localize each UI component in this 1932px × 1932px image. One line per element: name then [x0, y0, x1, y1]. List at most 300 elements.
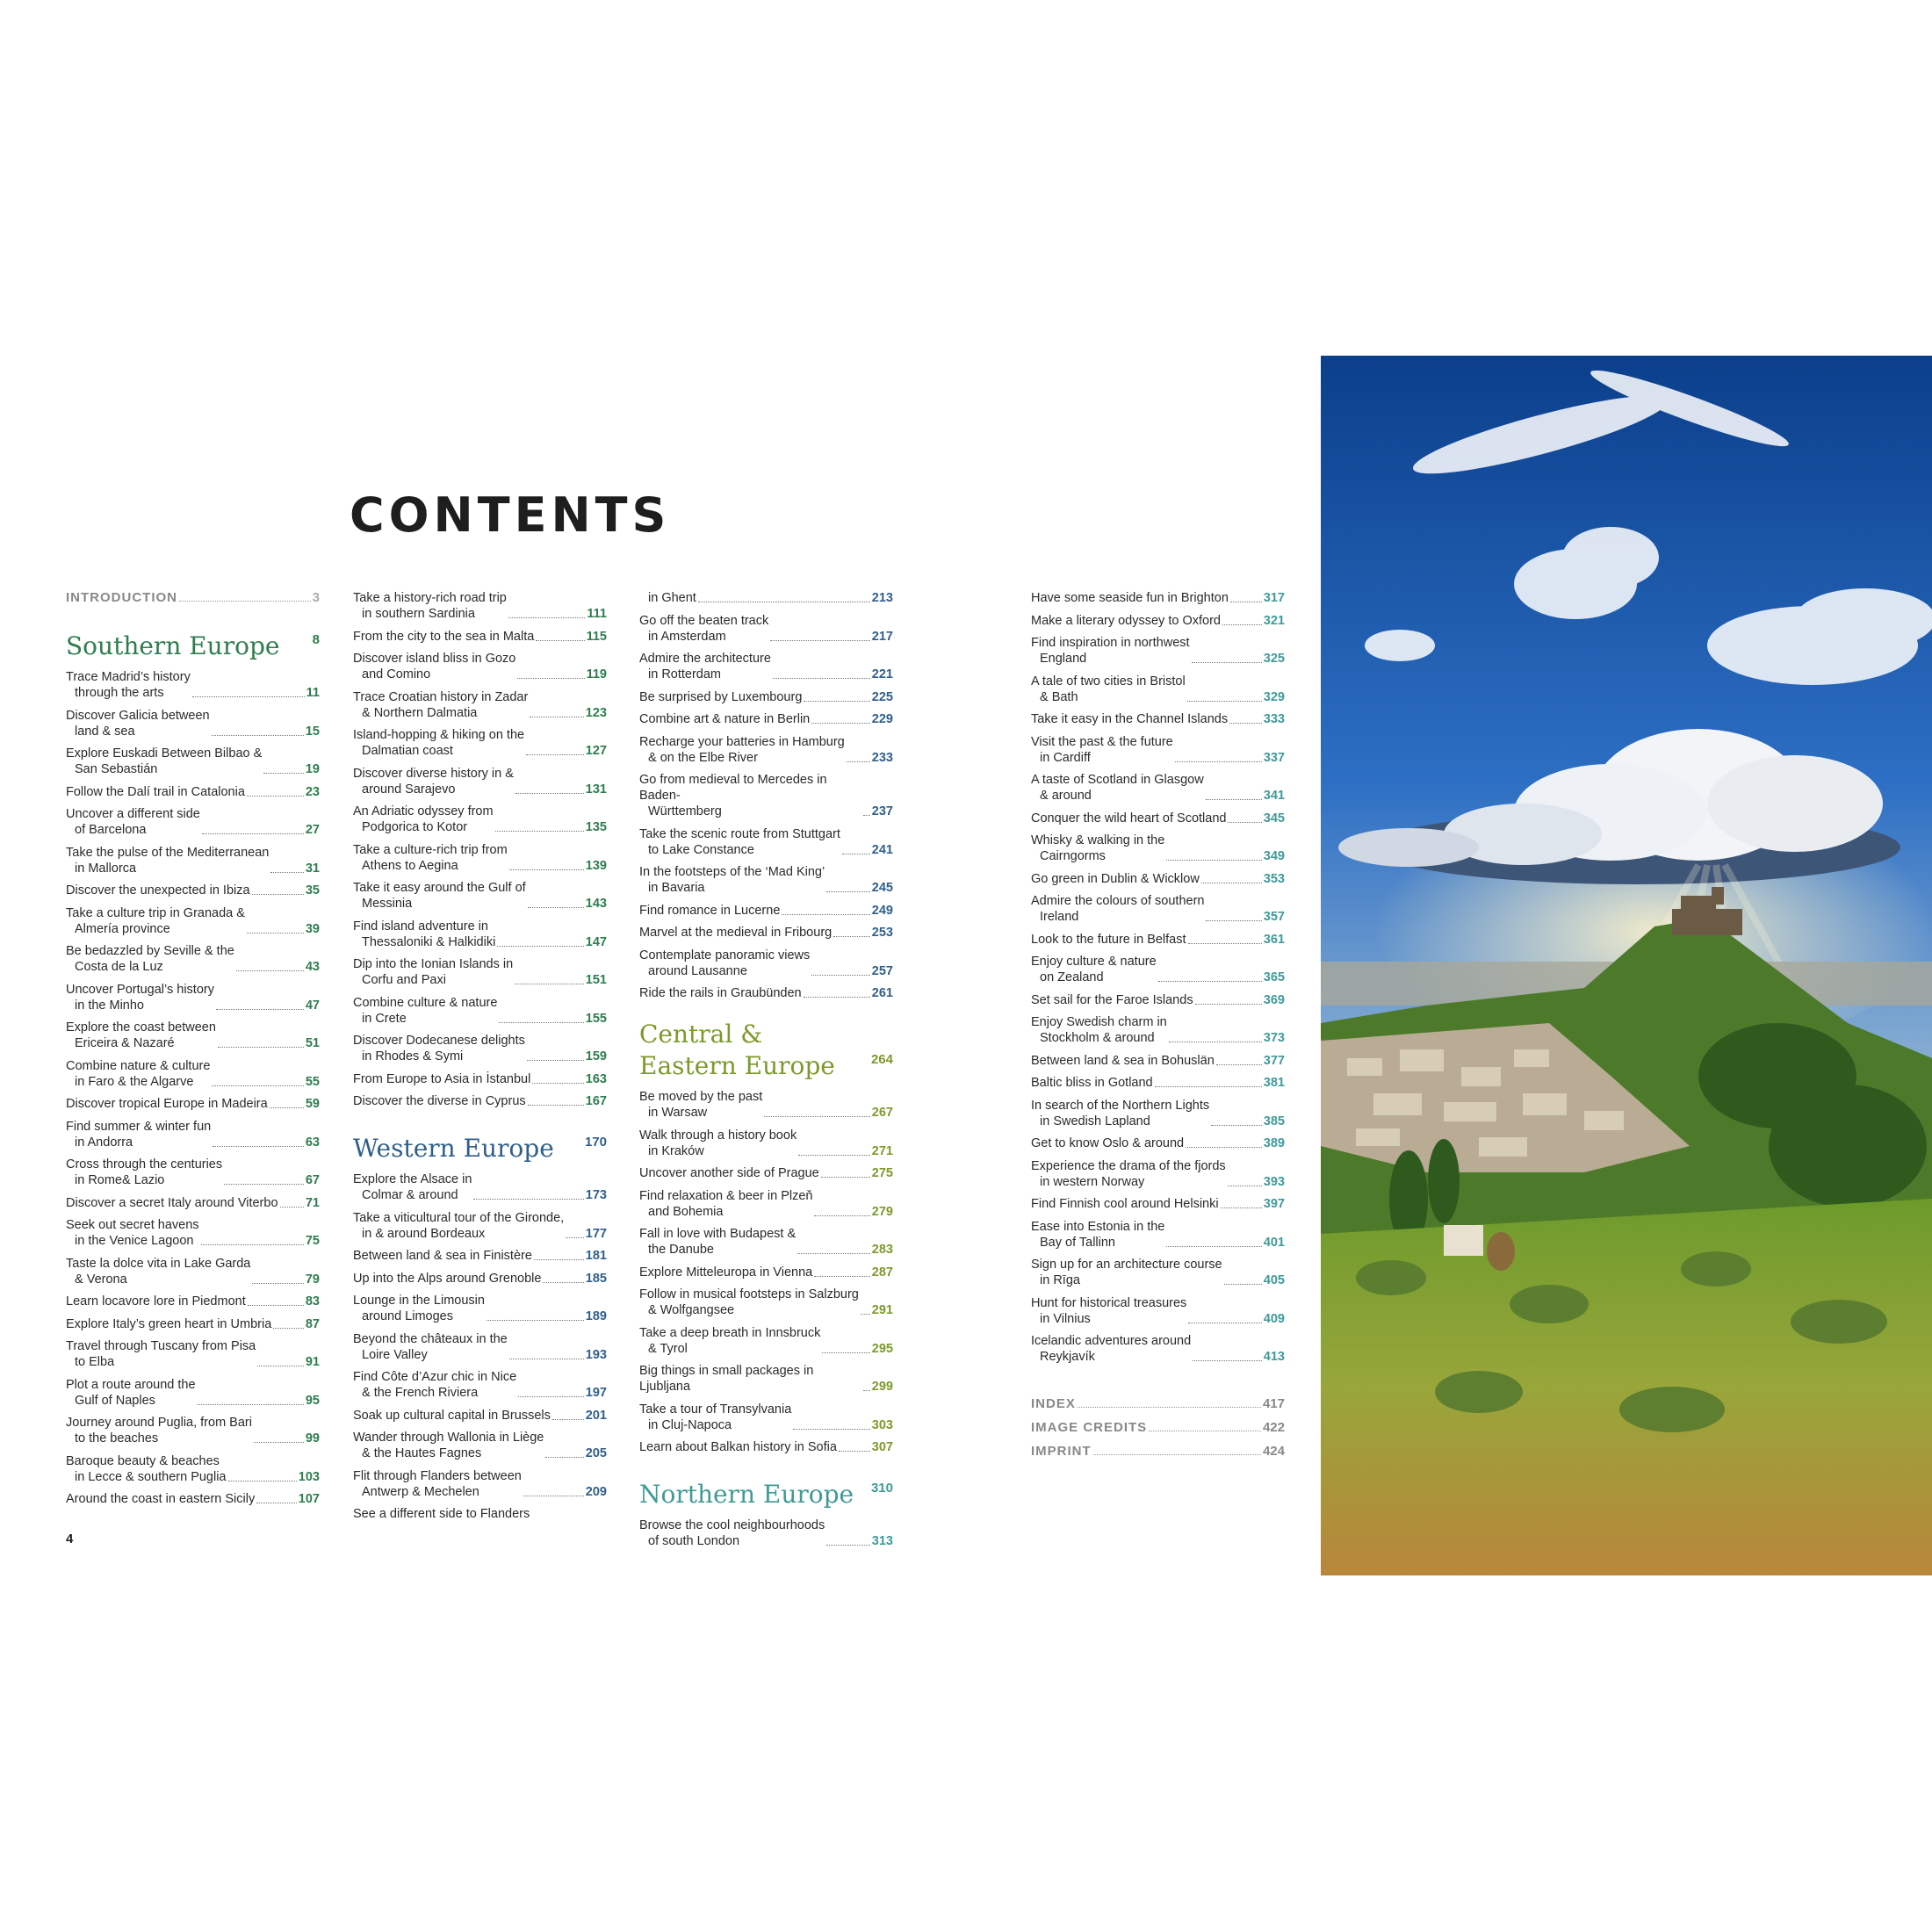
- entry-title-line: Taste la dolce vita in Lake Garda: [66, 1256, 251, 1271]
- toc-entry[interactable]: [353, 804, 607, 835]
- entry-title-line: Learn locavore lore in Piedmont: [66, 1294, 246, 1308]
- dot-leader: [1206, 920, 1261, 921]
- toc-entry[interactable]: [639, 1089, 893, 1121]
- entry-title: [1031, 1333, 1191, 1365]
- toc-entry[interactable]: [1031, 734, 1285, 766]
- entry-title: [66, 845, 269, 876]
- toc-entry[interactable]: [1031, 1196, 1285, 1212]
- toc-entry[interactable]: [639, 1287, 893, 1318]
- toc-entry[interactable]: [639, 826, 893, 858]
- toc-entry[interactable]: [639, 1265, 893, 1280]
- dot-leader: [822, 1352, 869, 1353]
- entry-title-line: A tale of two cities in Bristol: [1031, 674, 1186, 688]
- entry-page: 151: [585, 973, 607, 987]
- entry-page: 287: [871, 1265, 893, 1280]
- dot-leader: [515, 793, 584, 794]
- entry-title-line: Explore the coast between: [66, 1020, 216, 1034]
- toc-entry[interactable]: [639, 903, 893, 919]
- entry-title-line: Beyond the châteaux in the: [353, 1331, 508, 1346]
- entry-title: [353, 995, 497, 1027]
- dot-leader: [793, 1429, 870, 1430]
- entry-title: [66, 746, 262, 777]
- entry-title: [353, 727, 524, 759]
- entry-title-line: Find summer & winter fun: [66, 1119, 212, 1134]
- entry-title-line: Reykjavík: [1040, 1350, 1095, 1364]
- entry-title-line: Explore Euskadi Between Bilbao &: [66, 746, 263, 761]
- toc-entry[interactable]: [353, 1248, 607, 1264]
- dot-leader: [248, 1305, 304, 1306]
- toc-entry[interactable]: [639, 613, 893, 645]
- entry-title-line: Combine art & nature in Berlin: [639, 712, 811, 726]
- entry-title-line: Lounge in the Limousin: [353, 1294, 485, 1308]
- entry-title: [353, 1430, 544, 1461]
- toc-entry[interactable]: [639, 864, 893, 896]
- toc-entry[interactable]: [353, 1071, 607, 1087]
- entry-title-line: Discover a secret Italy around Viterbo: [66, 1195, 278, 1210]
- toc-entry[interactable]: [639, 948, 893, 979]
- entry-title: [353, 629, 534, 645]
- dot-leader: [552, 1419, 584, 1420]
- section-heading-central-eastern-europe: Central & Eastern Europe 264: [639, 1020, 893, 1080]
- section-page: 8: [312, 632, 320, 647]
- entry-page: 369: [1263, 992, 1285, 1007]
- toc-entry[interactable]: [1031, 1098, 1285, 1129]
- entry-page: 249: [871, 903, 893, 918]
- entry-title-line: in Bavaria: [648, 881, 705, 895]
- entry-page: 127: [585, 744, 607, 758]
- toc-entry-continued[interactable]: in Ghent 213: [648, 591, 893, 605]
- toc-entry[interactable]: [1031, 674, 1285, 705]
- entry-page: 185: [585, 1271, 607, 1286]
- entry-page: 193: [585, 1347, 607, 1362]
- dot-leader: [811, 975, 870, 976]
- entry-title-line: in Cardiff: [1040, 750, 1091, 765]
- toc-entry[interactable]: [1031, 711, 1285, 727]
- entry-title-line: Visit the past & the future: [1031, 734, 1173, 749]
- toc-entry[interactable]: [353, 1408, 607, 1424]
- entry-page: 177: [585, 1226, 607, 1241]
- toc-entry[interactable]: [639, 1165, 893, 1181]
- dot-leader: [1166, 1246, 1261, 1247]
- entry-title: [639, 948, 810, 979]
- toc-entry[interactable]: [353, 842, 607, 874]
- entry-title-line: Discover tropical Europe in Madeira: [66, 1097, 268, 1111]
- entry-page: 35: [305, 883, 320, 898]
- entry-title-line: Uncover Portugal’s history: [66, 982, 214, 997]
- entry-page: 261: [871, 986, 893, 1000]
- toc-entry[interactable]: [66, 1119, 320, 1150]
- toc-entry[interactable]: [639, 1402, 893, 1433]
- entry-page: 19: [305, 762, 320, 776]
- entry-title-line: Ease into Estonia in the: [1031, 1219, 1165, 1234]
- toc-entry[interactable]: [66, 1491, 320, 1507]
- toc-entry[interactable]: [353, 880, 607, 912]
- entry-title-line: Flit through Flanders between: [353, 1468, 522, 1483]
- toc-entry[interactable]: [66, 1020, 320, 1051]
- toc-entry[interactable]: [66, 905, 320, 937]
- entry-title-line: Ericeira & Nazaré: [75, 1036, 175, 1050]
- dot-leader: [566, 1237, 584, 1238]
- entry-title: [639, 711, 810, 727]
- entry-title-line: in Andorra: [75, 1135, 133, 1150]
- entry-page: 213: [871, 591, 893, 605]
- entry-page: 245: [871, 881, 893, 895]
- toc-entry[interactable]: [353, 1093, 607, 1109]
- toc-entry[interactable]: [66, 845, 320, 876]
- toc-entry[interactable]: [639, 1439, 893, 1455]
- toc-entry[interactable]: [353, 1430, 607, 1461]
- toc-entry[interactable]: [1031, 772, 1285, 804]
- toc-entry[interactable]: [66, 1096, 320, 1112]
- toc-entry[interactable]: [639, 1128, 893, 1159]
- entry-title-line: Ride the rails in Graubünden: [639, 986, 802, 1000]
- entry-page: 159: [585, 1049, 607, 1063]
- entry-title-line: Take a deep breath in Innsbruck: [639, 1325, 821, 1340]
- entry-title-line: in Swedish Lapland: [1040, 1114, 1150, 1128]
- section-heading-northern-europe: Northern Europe 310: [639, 1473, 893, 1510]
- toc-entry[interactable]: [1031, 833, 1285, 864]
- toc-entry[interactable]: [66, 1294, 320, 1309]
- dot-leader: [1186, 1147, 1262, 1148]
- toc-entry[interactable]: [66, 1157, 320, 1188]
- dot-leader: [839, 1451, 870, 1452]
- entry-page: 31: [305, 861, 320, 876]
- dot-leader: [1078, 1407, 1261, 1408]
- entry-title-line: Bay of Tallinn: [1040, 1235, 1115, 1250]
- toc-entry[interactable]: [1031, 1333, 1285, 1365]
- dot-leader: [1192, 662, 1262, 663]
- entry-title: [66, 1316, 271, 1332]
- toc-entry[interactable]: See a different side to Flanders: [353, 1507, 530, 1521]
- entry-title: [1031, 590, 1229, 606]
- entry-title-line: Get to know Oslo & around: [1031, 1136, 1185, 1150]
- entry-title: [1031, 1014, 1167, 1046]
- section-page: 170: [584, 1135, 607, 1150]
- toc-entry[interactable]: [353, 629, 607, 645]
- entry-title-line: in & around Bordeaux: [362, 1226, 486, 1241]
- toc-entry[interactable]: [639, 1188, 893, 1220]
- entry-title-line: Uncover another side of Prague: [639, 1166, 819, 1180]
- toc-entry[interactable]: [66, 883, 320, 898]
- entry-title-line: Island-hopping & hiking on the: [353, 728, 525, 742]
- dot-leader: [1206, 799, 1262, 800]
- entry-title-line: Thessaloniki & Halkidiki: [362, 934, 496, 949]
- entry-title-line: Fall in love with Budapest &: [639, 1227, 797, 1241]
- entry-page: 233: [871, 750, 893, 765]
- dot-leader: [252, 894, 304, 895]
- toc-entry[interactable]: [353, 766, 607, 797]
- entry-title: [66, 1377, 196, 1409]
- dot-leader: [212, 1085, 303, 1086]
- entry-page: 321: [1263, 613, 1285, 628]
- entry-title: [1031, 772, 1204, 804]
- entry-title-line: Take a history-rich road trip: [353, 591, 507, 605]
- entry-title-line: in Cluj-Napoca: [648, 1417, 732, 1432]
- toc-entry[interactable]: [1031, 1295, 1285, 1327]
- toc-entry[interactable]: [353, 727, 607, 759]
- toc-entry[interactable]: [66, 746, 320, 777]
- toc-entry[interactable]: [66, 982, 320, 1013]
- toc-entry[interactable]: [353, 1033, 607, 1064]
- entry-title: [66, 708, 210, 739]
- entry-page: 135: [585, 820, 607, 834]
- entry-title: [66, 1491, 255, 1507]
- entry-title-line: Take the scenic route from Stuttgart: [639, 826, 840, 841]
- toc-entry[interactable]: [1031, 871, 1285, 887]
- entry-title: [66, 1096, 268, 1112]
- entry-title-line: Be bedazzled by Seville & the: [66, 944, 234, 958]
- toc-entry[interactable]: [353, 956, 607, 988]
- toc-entry[interactable]: [639, 1325, 893, 1357]
- entry-page: 275: [871, 1166, 893, 1180]
- entry-title-line: Follow the Dalí trail in Catalonia: [66, 784, 245, 799]
- entry-page: 325: [1263, 652, 1285, 666]
- contents-column-1: [66, 590, 320, 1514]
- toc-entry[interactable]: [639, 1363, 893, 1395]
- toc-entry[interactable]: [1031, 893, 1285, 925]
- toc-entry[interactable]: [1031, 954, 1285, 985]
- entry-title-line: Seek out secret havens: [66, 1218, 199, 1232]
- toc-entry[interactable]: [1031, 613, 1285, 629]
- entry-page: 51: [305, 1036, 320, 1050]
- dot-leader: [495, 831, 584, 832]
- entry-title: [353, 1331, 508, 1363]
- entry-page: 401: [1263, 1235, 1285, 1250]
- entry-page: 181: [585, 1249, 607, 1263]
- entry-title-line: in Amsterdam: [648, 629, 726, 644]
- toc-entry[interactable]: [1031, 1053, 1285, 1069]
- entry-page: 295: [871, 1341, 893, 1356]
- entry-title: [353, 842, 508, 874]
- dot-leader: [518, 1396, 584, 1397]
- entry-page: 119: [586, 667, 607, 681]
- entry-title-line: Find island adventure in: [353, 919, 488, 934]
- dot-leader: [861, 1314, 870, 1315]
- contents-column-3: [639, 590, 893, 1556]
- toc-entry[interactable]: [66, 1415, 320, 1446]
- entry-title-line: Take a tour of Transylvania: [639, 1402, 792, 1417]
- toc-entry[interactable]: [1031, 932, 1285, 948]
- entry-title: [639, 903, 780, 919]
- entry-title-line: Discover Dodecanese delights: [353, 1034, 525, 1048]
- toc-entry[interactable]: [66, 784, 320, 800]
- entry-page: 221: [871, 667, 893, 681]
- toc-entry[interactable]: [1031, 635, 1285, 667]
- entry-title-line: Baroque beauty & beaches: [66, 1453, 220, 1468]
- toc-entry[interactable]: [639, 925, 893, 941]
- entry-title-line: & the French Riviera: [362, 1386, 479, 1400]
- entry-title-line: Podgorica to Kotor: [362, 820, 468, 834]
- toc-entry[interactable]: [66, 806, 320, 838]
- toc-entry[interactable]: [66, 1453, 320, 1485]
- entry-page: 79: [305, 1272, 320, 1287]
- entry-title: [1031, 932, 1186, 948]
- toc-entry[interactable]: [353, 1271, 607, 1287]
- dot-leader: [202, 833, 304, 834]
- toc-entry[interactable]: [1031, 1158, 1285, 1190]
- entry-page: 27: [305, 823, 320, 837]
- dot-leader: [1224, 1284, 1262, 1285]
- toc-entry[interactable]: [66, 1195, 320, 1211]
- entry-title-line: Be surprised by Luxembourg: [639, 689, 803, 704]
- entry-title: [353, 956, 513, 988]
- entry-title-line: & Tyrol: [648, 1341, 688, 1356]
- dot-leader: [1216, 1064, 1262, 1065]
- dot-leader: [1195, 1004, 1262, 1005]
- entry-title: [1031, 1135, 1184, 1151]
- entry-title-line: Set sail for the Faroe Islands: [1031, 992, 1193, 1007]
- entry-title: [353, 1033, 525, 1064]
- dot-leader: [216, 1009, 304, 1010]
- entry-page: 217: [871, 629, 893, 644]
- entry-title: [353, 804, 494, 835]
- toc-entry[interactable]: [66, 1377, 320, 1409]
- entry-title-line: Combine nature & culture: [66, 1058, 211, 1073]
- toc-entry[interactable]: [66, 1217, 320, 1249]
- toc-entry[interactable]: [1031, 1014, 1285, 1046]
- entry-title-line: Take a culture trip in Granada &: [66, 905, 245, 920]
- toc-entry[interactable]: [1031, 1075, 1285, 1091]
- toc-entry[interactable]: [66, 1316, 320, 1332]
- toc-entry[interactable]: [66, 669, 320, 701]
- toc-entry[interactable]: [66, 1338, 320, 1370]
- dot-leader: [1228, 822, 1261, 823]
- entry-title-line: Explore Mitteleuropa in Vienna: [639, 1265, 813, 1280]
- toc-image-credits[interactable]: IMAGE CREDITS 422: [1031, 1420, 1285, 1435]
- entry-title: [1031, 1219, 1164, 1251]
- toc-entry[interactable]: [639, 985, 893, 1001]
- dot-leader: [1158, 981, 1262, 982]
- toc-entry[interactable]: [639, 772, 893, 819]
- entry-page: 357: [1263, 910, 1285, 924]
- toc-index[interactable]: INDEX 417: [1031, 1396, 1285, 1411]
- entry-title-line: in Vilnius: [1040, 1311, 1091, 1326]
- dot-leader: [1229, 723, 1262, 724]
- toc-entry[interactable]: [353, 651, 607, 682]
- dot-leader: [179, 601, 311, 602]
- entry-title-line: In search of the Northern Lights: [1031, 1098, 1210, 1113]
- entry-title-line: in Faro & the Algarve: [75, 1074, 194, 1089]
- entry-title: [66, 1119, 211, 1150]
- entry-page: 83: [305, 1294, 320, 1308]
- entry-title-line: & Bath: [1040, 689, 1078, 704]
- entry-title-line: to Elba: [75, 1355, 115, 1369]
- dot-leader: [1093, 1454, 1261, 1455]
- entry-page: 11: [306, 686, 320, 700]
- toc-entry[interactable]: [353, 1171, 607, 1203]
- entry-title: [66, 1415, 252, 1446]
- toc-entry[interactable]: [353, 1369, 607, 1401]
- toc-introduction[interactable]: [66, 590, 320, 605]
- dot-leader: [811, 723, 870, 724]
- contents-column-2: [353, 590, 607, 1529]
- toc-entry[interactable]: [353, 1293, 607, 1324]
- entry-title-line: Discover diverse history in &: [353, 766, 514, 781]
- toc-entry[interactable]: [353, 995, 607, 1027]
- entry-title-line: around Sarajevo: [362, 782, 456, 797]
- entry-title-line: Travel through Tuscany from Pisa: [66, 1339, 256, 1353]
- entry-page: 267: [871, 1106, 893, 1120]
- entry-title: [66, 1453, 227, 1485]
- entry-title-line: A taste of Scotland in Glasgow: [1031, 773, 1204, 787]
- toc-entry[interactable]: [353, 1210, 607, 1242]
- entry-title: [639, 1265, 812, 1280]
- toc-entry[interactable]: [1031, 811, 1285, 826]
- entry-title-line: An Adriatic odyssey from: [353, 804, 494, 818]
- dot-leader: [270, 1107, 304, 1108]
- toc-entry[interactable]: [1031, 590, 1285, 606]
- dot-leader: [543, 1282, 583, 1283]
- toc-entry[interactable]: [353, 1331, 607, 1363]
- toc-entry[interactable]: [639, 689, 893, 705]
- dot-leader: [273, 1328, 304, 1329]
- entry-page: 329: [1263, 689, 1285, 704]
- entry-page: 115: [586, 629, 607, 644]
- toc-entry[interactable]: [353, 689, 607, 721]
- entry-title: [639, 772, 861, 819]
- entry-title-line: of south London: [648, 1534, 740, 1548]
- entry-page: 299: [871, 1380, 893, 1394]
- entry-title-line: Make a literary odyssey to Oxford: [1031, 613, 1221, 628]
- entry-title: [1031, 1158, 1226, 1190]
- dot-leader: [528, 907, 584, 908]
- toc-entry[interactable]: [639, 651, 893, 682]
- entry-page: 393: [1263, 1174, 1285, 1189]
- entry-title-line: Take it easy in the Channel Islands: [1031, 712, 1229, 726]
- entry-title-line: around Lausanne: [648, 963, 747, 978]
- entry-title-line: Be moved by the past: [639, 1090, 763, 1104]
- entry-title: [66, 905, 245, 937]
- dot-leader: [497, 946, 583, 947]
- dot-leader: [1175, 761, 1262, 762]
- entry-title-line: to the beaches: [75, 1431, 159, 1445]
- dot-leader: [499, 1022, 583, 1023]
- toc-imprint[interactable]: IMPRINT 424: [1031, 1444, 1285, 1459]
- toc-entry[interactable]: [639, 711, 893, 727]
- entry-title: [1031, 893, 1204, 925]
- toc-entry[interactable]: [639, 734, 893, 766]
- toc-entry[interactable]: [66, 1256, 320, 1287]
- toc-entry[interactable]: [1031, 1219, 1285, 1251]
- toc-entry[interactable]: [1031, 1257, 1285, 1288]
- dot-leader: [247, 933, 304, 934]
- toc-entry[interactable]: [66, 708, 320, 739]
- entry-title: [66, 883, 250, 898]
- entry-title-line: Take a culture-rich trip from: [353, 842, 508, 857]
- entry-title: [639, 1188, 812, 1220]
- entry-title: [66, 1195, 278, 1211]
- entry-title: [639, 1165, 819, 1181]
- entry-title-line: England: [1040, 652, 1087, 666]
- entry-page: 397: [1263, 1197, 1285, 1211]
- toc-entry[interactable]: [639, 1517, 893, 1549]
- toc-entry[interactable]: [66, 1058, 320, 1090]
- toc-entry[interactable]: [353, 1468, 607, 1500]
- entry-title: [1031, 1098, 1209, 1129]
- dot-leader: [198, 1404, 304, 1405]
- toc-entry[interactable]: [353, 590, 607, 622]
- toc-entry[interactable]: [66, 943, 320, 975]
- entry-page: 317: [1263, 591, 1285, 605]
- dot-leader: [814, 1215, 869, 1216]
- entry-title-line: in the Venice Lagoon: [75, 1234, 194, 1248]
- toc-entry[interactable]: [353, 919, 607, 950]
- dot-leader: [804, 997, 870, 998]
- toc-entry[interactable]: [1031, 1135, 1285, 1151]
- entry-title-line: Journey around Puglia, from Bari: [66, 1416, 252, 1430]
- toc-entry[interactable]: [639, 1226, 893, 1258]
- toc-entry[interactable]: [1031, 992, 1285, 1008]
